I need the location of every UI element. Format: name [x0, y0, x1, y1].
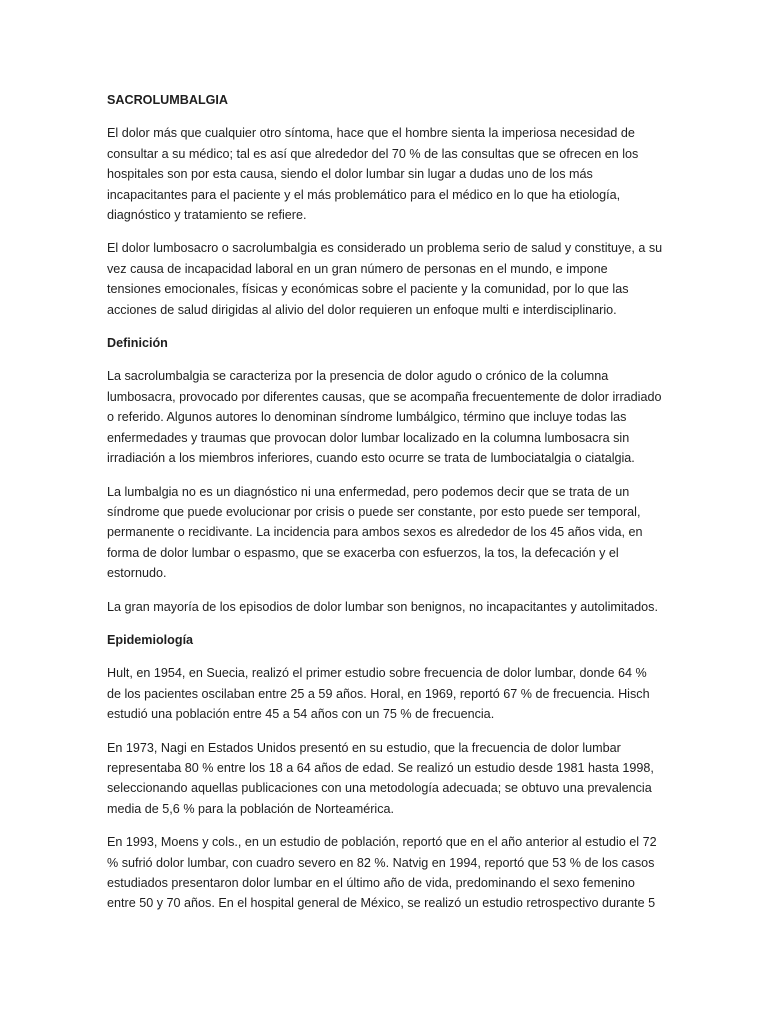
paragraph: Hult, en 1954, en Suecia, realizó el primer estudio sobre frecuencia de dolor lumbar, donde 64 % de los pacientes oscilaban entre 25 a 59 años. Horal, en 1969, reportó 67 % de frecuencia. Hisch estudió una población entre 45 a 54 años con un 75 % de frecuencia.	[107, 666, 650, 722]
paragraph: El dolor lumbosacro o sacrolumbalgia es considerado un problema serio de salud y constituye, a su vez causa de incapacidad laboral en un gran número de personas en el mundo, e impone tensiones emocionales, físicas y económicas sobre el paciente y la comunidad, por lo que las acciones de salud dirigidas al alivio del dolor requieren un enfoque multi e interdisciplinario.	[107, 241, 663, 317]
section-heading-definicion: Definición	[107, 336, 168, 351]
paragraph: La sacrolumbalgia se caracteriza por la presencia de dolor agudo o crónico de la columna lumbosacra, provocado por diferentes causas, que se acompaña frecuentemente de dolor irradiado o referido. Algunos autores lo denominan síndrome lumbálgico, término que incluye todas las enfermedades y traumas que provocan dolor lumbar localizado en la columna lumbosacra sin irradiación a los miembros inferiores, cuando esto ocurre se trata de lumbociatalgia o ciatalgia.	[107, 369, 662, 466]
document-title: SACROLUMBALGIA	[107, 93, 229, 107]
paragraph: La lumbalgia no es un diagnóstico ni una enfermedad, pero podemos decir que se trata de un síndrome que puede evolucionar por crisis o puede ser constante, por esto puede ser temporal, permanente o recidivante. La incidencia para ambos sexos es alrededor de los 45 años vida, en forma de dolor lumbar o espasmo, que se exacerba con esfuerzos, la tos, la defecación y el estornudo.	[107, 484, 643, 581]
section-heading-epidemiologia: Epidemiología	[107, 632, 194, 647]
paragraph: El dolor más que cualquier otro síntoma, hace que el hombre sienta la imperiosa necesidad de consultar a su médico; tal es así que alrededor del 70 % de las consultas que se ofrecen en los hospitales son por esta causa, siendo el dolor lumbar sin lugar a dudas uno de los más incapacitantes para el paciente y el más problemático para el médico en lo que ha etiología, diagnóstico y tratamiento se refiere.	[107, 126, 639, 223]
paragraph: En 1973, Nagi en Estados Unidos presentó en su estudio, que la frecuencia de dolor lumbar representaba 80 % entre los 18 a 64 años de edad. Se realizó un estudio desde 1981 hasta 1998, seleccionando aquellas publicaciones con una metodología adecuada; se obtuvo una prevalencia media de 5,6 % para la población de Norteamérica.	[107, 740, 654, 816]
paragraph: La gran mayoría de los episodios de dolor lumbar son benignos, no incapacitantes y autolimitados.	[107, 599, 658, 614]
document-page	[107, 90, 663, 927]
paragraph: En 1993, Moens y cols., en un estudio de población, reportó que en el año anterior al estudio el 72 % sufrió dolor lumbar, con cuadro severo en 82 %. Natvig en 1994, reportó que 53 % de los casos estudiados presentaron dolor lumbar en el último año de vida, predominando el sexo femenino entre 50 y 70 años. En el hospital general de México, se realizó un estudio retrospectivo durante 5	[107, 835, 657, 911]
